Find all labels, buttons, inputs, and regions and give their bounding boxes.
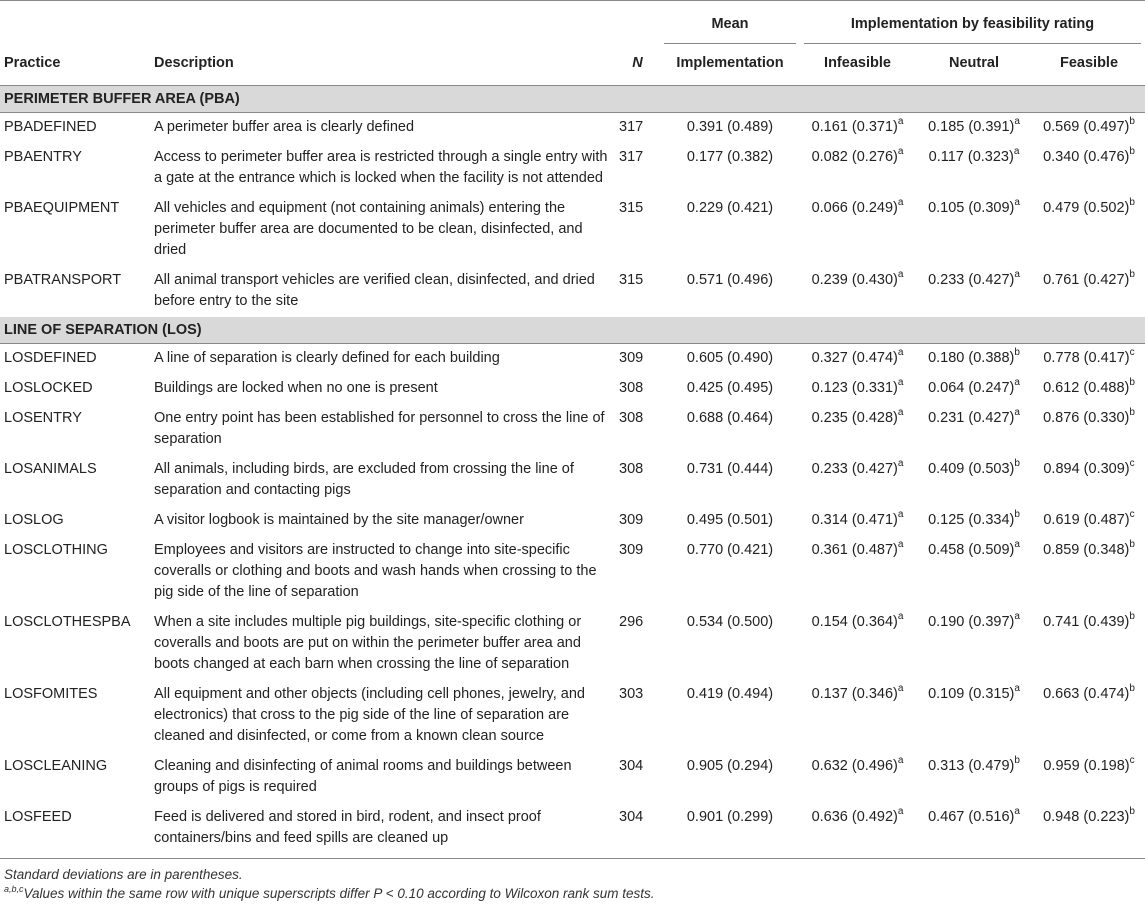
practice-cell: LOSFEED [0,803,150,859]
implementation-cell: 0.731 (0.444) [686,461,774,477]
infeasible-cell: 0.082 $(0.276)^a$ [811,146,904,165]
footnotes [0,865,1145,903]
feasible-cell: 0.612 $(0.488)^b$ [1043,377,1135,396]
practice-cell: PBAEQUIPMENT [4,200,120,216]
feasible-cell: 0.619 $(0.487)^c$ [1043,509,1135,528]
neutral-cell: 0.180 $(0.388)^b$ [928,347,1020,366]
implementation-cell: 0.534 (0.500) [686,614,774,630]
implementation-cell: 0.391 (0.489) [686,119,774,135]
table-row [0,608,1145,680]
practice-cell: LOSANIMALS [4,461,97,477]
description-cell: When a site includes multiple pig buildings, site-specific clothing or coveralls and boots are put on within the perimeter buffer area and boots changed at each barn when crossing the line of separation [154,614,582,672]
implementation-cell: 0.229 (0.421) [686,200,774,216]
neutral-cell: 0.458 $(0.509)^a$ [928,539,1020,558]
infeasible-cell: 0.327 $(0.474)^a$ [811,347,904,366]
description-cell: All equipment and other objects (including cell phones, jewelry, and electronics) that cross to the pig side of the line of separation are cleaned and disinfected, or come from a known clean source [154,686,585,744]
feasible-cell: 0.663 $(0.474)^b$ [1043,683,1135,702]
feasible-cell: 0.479 $(0.502)^b$ [1043,197,1135,216]
footnote-significance: $^{a,b,c}$Values within the same row with unique superscripts differ P < 0.10 according to Wilcoxon rank sum tests. [4,883,655,901]
feasible-cell: 0.894 $(0.309)^c$ [1043,458,1135,477]
mean-group-header: Mean [660,4,800,44]
n-cell: 308 [619,410,644,426]
table-row [0,374,1145,404]
n-cell: 308 [619,380,644,396]
footnote-sd: Standard deviations are in parentheses. [4,867,243,882]
infeasible-cell: 0.066 $(0.249)^a$ [811,197,904,216]
n-cell: 304 [619,758,644,774]
description-cell: Cleaning and disinfecting of animal rooms and buildings between groups of pigs is required [154,758,572,795]
implementation-cell: 0.495 (0.501) [686,512,774,528]
neutral-cell: 0.190 $(0.397)^a$ [928,611,1020,630]
implementation-cell: 0.905 (0.294) [686,758,774,774]
table-row [0,194,1145,266]
description-cell: All animal transport vehicles are verified clean, disinfected, and dried before entry to the site [154,272,595,309]
n-cell: 315 [619,200,644,216]
column-header-row [0,44,1145,86]
n-cell: 309 [619,350,644,366]
infeasible-cell: 0.361 $(0.487)^a$ [811,539,904,558]
table-row [0,404,1145,455]
description-column-header: Description [154,55,234,71]
infeasible-column-header: Infeasible [824,55,891,71]
implementation-cell: 0.571 (0.496) [686,272,774,288]
practice-cell: LOSCLOTHESPBA [4,614,131,630]
n-column-header: N [632,55,643,71]
infeasible-cell: 0.636 $(0.492)^a$ [800,803,915,859]
neutral-cell: 0.105 $(0.309)^a$ [928,197,1020,216]
practice-cell: LOSFOMITES [4,686,98,702]
implementation-cell: 0.901 (0.299) [660,803,800,859]
description-cell: All vehicles and equipment (not containing animals) entering the perimeter buffer area are documented to be clean, disinfected, and dried [154,200,583,258]
feasible-cell: 0.569 $(0.497)^b$ [1043,116,1135,135]
table-row [0,143,1145,194]
section-header [0,86,1145,113]
table-body [0,86,1145,859]
table-row [0,680,1145,752]
practice-cell: PBADEFINED [4,119,97,135]
description-cell: One entry point has been established for personnel to cross the line of separation [154,410,605,447]
neutral-cell: 0.125 $(0.334)^b$ [928,509,1020,528]
neutral-column-header: Neutral [949,55,999,71]
n-cell: 317 [619,119,644,135]
practice-cell: PBATRANSPORT [4,272,122,288]
feasible-column-header: Feasible [1059,55,1119,71]
table-row [0,113,1145,144]
table-row [0,536,1145,608]
section-title: LINE OF SEPARATION (LOS) [0,317,1145,344]
feasible-cell: 0.948 $(0.223)^b$ [1033,803,1145,859]
neutral-cell: 0.409 $(0.503)^b$ [928,458,1020,477]
practice-cell: LOSCLEANING [4,758,108,774]
implementation-cell: 0.419 (0.494) [686,686,774,702]
practice-cell: LOSDEFINED [4,350,97,366]
implementation-cell: 0.688 (0.464) [686,410,774,426]
feasible-cell: 0.876 $(0.330)^b$ [1043,407,1135,426]
practice-cell: LOSLOCKED [4,380,93,396]
implementation-cell: 0.425 (0.495) [686,380,774,396]
neutral-cell: 0.231 $(0.427)^a$ [928,407,1020,426]
description-cell: A visitor logbook is maintained by the site manager/owner [154,512,524,528]
header-group-row [0,4,1145,44]
table-row [0,752,1145,803]
n-cell: 296 [619,614,644,630]
feasible-cell: 0.741 $(0.439)^b$ [1043,611,1135,630]
n-cell: 315 [619,272,644,288]
infeasible-cell: 0.233 $(0.427)^a$ [811,458,904,477]
table-row [0,455,1145,506]
implementation-group-header: Implementation by feasibility rating [800,4,1145,44]
description-cell: Employees and visitors are instructed to change into site-specific coveralls or clothing and boots and wash hands when crossing to the pig side of the line of separation [154,542,597,600]
feasible-cell: 0.778 $(0.417)^c$ [1043,347,1135,366]
n-cell: 309 [619,512,644,528]
description-cell: Feed is delivered and stored in bird, rodent, and insect proof containers/bins and feed spills are cleaned up [150,803,615,859]
practice-cell: PBAENTRY [4,149,82,165]
table-row [0,506,1145,536]
infeasible-cell: 0.314 $(0.471)^a$ [811,509,904,528]
infeasible-cell: 0.235 $(0.428)^a$ [811,407,904,426]
practice-cell: LOSENTRY [4,410,82,426]
infeasible-cell: 0.632 $(0.496)^a$ [811,755,904,774]
neutral-cell: 0.233 $(0.427)^a$ [928,269,1020,288]
practice-column-header: Practice [4,55,61,71]
n-cell: 304 [615,803,660,859]
n-cell: 308 [619,461,644,477]
n-cell: 317 [619,149,644,165]
feasible-cell: 0.761 $(0.427)^b$ [1043,269,1135,288]
description-cell: A perimeter buffer area is clearly defined [154,119,415,135]
table-row [0,266,1145,317]
table-row [0,344,1145,375]
neutral-cell: 0.467 $(0.516)^a$ [915,803,1033,859]
description-cell: All animals, including birds, are excluded from crossing the line of separation and contacting pigs [154,461,574,498]
infeasible-cell: 0.239 $(0.430)^a$ [811,269,904,288]
section-header [0,317,1145,344]
implementation-column-header: Implementation [676,55,784,71]
neutral-cell: 0.109 $(0.315)^a$ [928,683,1020,702]
infeasible-cell: 0.137 $(0.346)^a$ [811,683,904,702]
description-cell: Buildings are locked when no one is present [154,380,438,396]
description-cell: Access to perimeter buffer area is restricted through a single entry with a gate at the entrance which is locked when the facility is not attended [154,149,608,186]
neutral-cell: 0.185 $(0.391)^a$ [928,116,1020,135]
implementation-cell: 0.605 (0.490) [686,350,774,366]
neutral-cell: 0.313 $(0.479)^b$ [928,755,1020,774]
section-title: PERIMETER BUFFER AREA (PBA) [0,86,1145,113]
implementation-cell: 0.177 (0.382) [686,149,774,165]
neutral-cell: 0.064 $(0.247)^a$ [928,377,1020,396]
table-row [0,803,1145,859]
n-cell: 309 [619,542,644,558]
neutral-cell: 0.117 $(0.323)^a$ [928,146,1020,165]
infeasible-cell: 0.123 $(0.331)^a$ [811,377,904,396]
feasible-cell: 0.959 $(0.198)^c$ [1043,755,1135,774]
practice-cell: LOSCLOTHING [4,542,108,558]
description-cell: A line of separation is clearly defined for each building [154,350,500,366]
implementation-cell: 0.770 (0.421) [686,542,774,558]
infeasible-cell: 0.154 $(0.364)^a$ [811,611,904,630]
infeasible-cell: 0.161 $(0.371)^a$ [811,116,904,135]
feasible-cell: 0.340 $(0.476)^b$ [1043,146,1135,165]
practice-cell: LOSLOG [4,512,64,528]
n-cell: 303 [619,686,644,702]
feasible-cell: 0.859 $(0.348)^b$ [1043,539,1135,558]
